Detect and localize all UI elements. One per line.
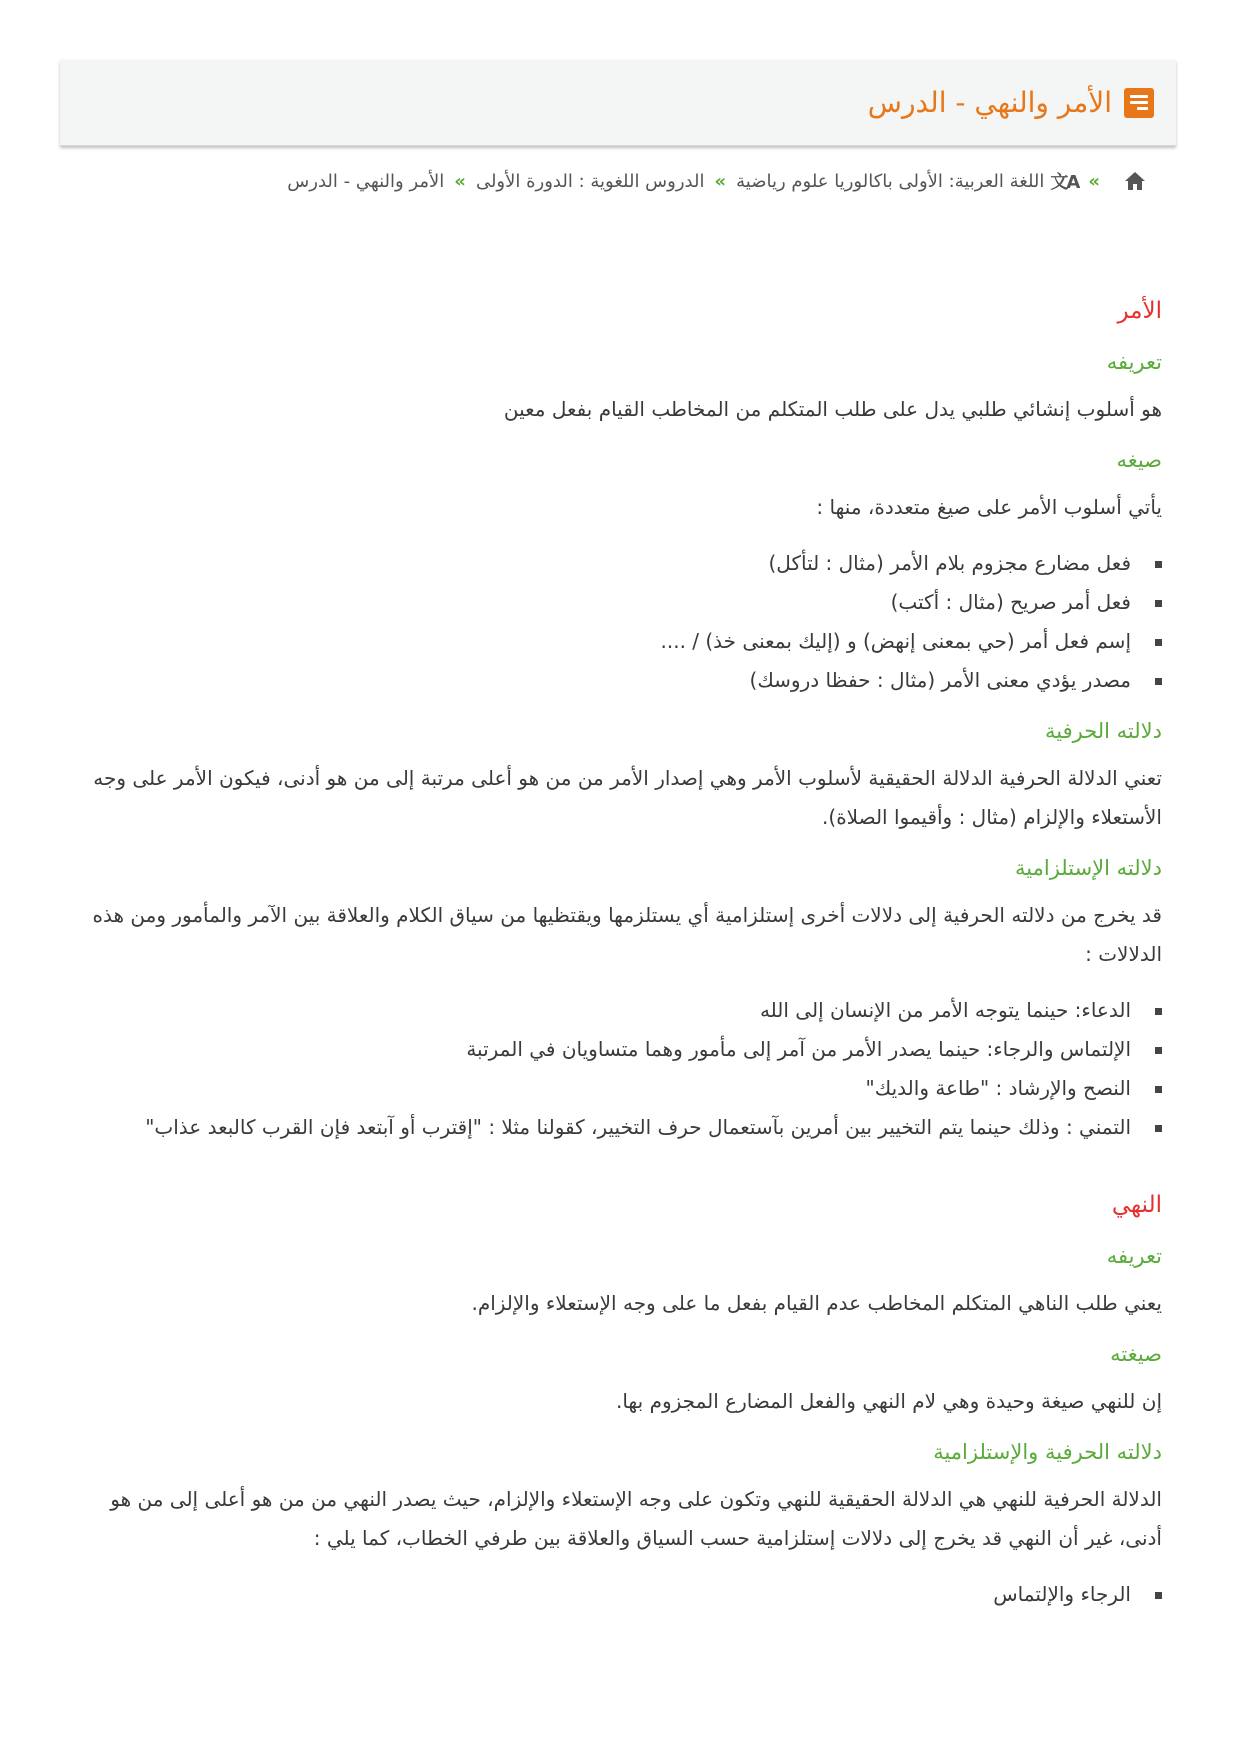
nahy-definition-text: يعني طلب الناهي المتكلم المخاطب عدم القيام بفعل ما على وجه الإستعلاء والإلزام.	[471, 1291, 1162, 1315]
list-item	[77, 991, 1162, 1030]
document-icon	[1124, 88, 1154, 118]
list-item-text: النصح والإرشاد : "طاعة والديك"	[865, 1076, 1131, 1100]
page-header	[60, 60, 1176, 146]
list-item	[77, 544, 1162, 583]
list-item	[77, 583, 1162, 622]
spacer	[77, 1164, 1162, 1190]
bullet-icon	[1155, 1047, 1162, 1054]
list-item	[77, 1108, 1162, 1147]
section-title-amr: الأمر	[1117, 298, 1162, 324]
breadcrumb-separator: »	[714, 170, 727, 192]
list-item	[77, 1575, 1162, 1614]
bullet-icon	[1155, 561, 1162, 568]
breadcrumb-item-current: الأمر والنهي - الدرس	[287, 170, 445, 192]
bullet-icon	[1155, 600, 1162, 607]
nahy-meaning-list	[77, 1575, 1162, 1614]
subtitle-amr-implied: دلالته الإستلزامية	[1015, 856, 1162, 880]
home-icon[interactable]	[1124, 171, 1146, 191]
nahy-meaning-text: الدلالة الحرفية للنهي هي الدلالة الحقيقية للنهي وتكون على وجه الإستعلاء والإلزام، حيث يصدر النهي من من هو أعلى إلى من هو أدنى، غير أن النهي قد يخرج إلى دلالات إستلزامية حسب السياق والعلاقة بين طرفي الخطاب، كما يلي :	[110, 1487, 1162, 1550]
breadcrumb-separator: »	[1088, 170, 1100, 192]
amr-implied-text: قد يخرج من دلالته الحرفية إلى دلالات أخرى إستلزامية أي يستلزمها ويقتظيها من سياق الكلام والعلاقة بين الآمر والمأمور ومن هذه الدلالات :	[92, 903, 1162, 966]
breadcrumb-separator: »	[454, 170, 466, 192]
amr-forms-intro: يأتي أسلوب الأمر على صيغ متعددة، منها :	[816, 495, 1162, 519]
subtitle-amr-literal: دلالته الحرفية	[1044, 719, 1162, 743]
subtitle-amr-definition: تعريفه	[1106, 350, 1162, 374]
amr-literal-text: تعني الدلالة الحرفية الدلالة الحقيقية لأسلوب الأمر وهي إصدار الأمر من من هو أعلى مرتبة إلى من هو أدنى، فيكون الأمر على وجه الأستعلاء والإلزام (مثال : وأقيموا الصلاة).	[93, 766, 1162, 829]
section-title-nahy: النهي	[1111, 1192, 1162, 1218]
bullet-icon	[1155, 1125, 1162, 1132]
list-item-text: الرجاء والإلتماس	[993, 1582, 1131, 1606]
amr-implied-list	[77, 991, 1162, 1147]
list-item-text: فعل أمر صريح (مثال : أكتب)	[890, 590, 1131, 614]
list-item	[77, 622, 1162, 661]
bullet-icon	[1155, 1086, 1162, 1093]
subtitle-nahy-form: صيغته	[1110, 1342, 1162, 1366]
amr-definition-text: هو أسلوب إنشائي طلبي يدل على طلب المتكلم من المخاطب القيام بفعل معين	[503, 397, 1162, 421]
list-item	[77, 1030, 1162, 1069]
breadcrumb	[66, 168, 1146, 194]
bullet-icon	[1155, 678, 1162, 685]
list-item-text: التمني : وذلك حينما يتم التخيير بين أمرين بآستعمال حرف التخيير، كقولنا مثلا : "إقترب أو آبتعد فإن القرب كالبعد عذاب"	[145, 1115, 1131, 1139]
list-item-text: فعل مضارع مجزوم بلام الأمر (مثال : لتأكل)	[768, 551, 1131, 575]
subtitle-amr-forms: صيغه	[1116, 448, 1162, 472]
breadcrumb-item-course[interactable]: اللغة العربية: الأولى باكالوريا علوم رياضية	[736, 170, 1045, 192]
list-item-text: مصدر يؤدي معنى الأمر (مثال : حفظا دروسك)	[749, 668, 1131, 692]
bullet-icon	[1155, 1008, 1162, 1015]
page-title: الأمر والنهي - الدرس	[867, 86, 1112, 119]
amr-forms-list	[77, 544, 1162, 700]
list-item-text: الدعاء: حينما يتوجه الأمر من الإنسان إلى الله	[759, 998, 1131, 1022]
bullet-icon	[1155, 1592, 1162, 1599]
list-item	[77, 1069, 1162, 1108]
list-item	[77, 661, 1162, 700]
translate-icon: 文A	[1050, 172, 1079, 193]
subtitle-nahy-meaning: دلالته الحرفية والإستلزامية	[933, 1440, 1162, 1464]
list-item-text: إسم فعل أمر (حي بمعنى إنهض) و (إليك بمعنى خذ) / ....	[660, 629, 1131, 653]
subtitle-nahy-definition: تعريفه	[1106, 1244, 1162, 1268]
breadcrumb-item-lessons[interactable]: الدروس اللغوية : الدورة الأولى	[475, 170, 705, 192]
nahy-form-text: إن للنهي صيغة وحيدة وهي لام النهي والفعل المضارع المجزوم بها.	[615, 1389, 1162, 1413]
bullet-icon	[1155, 639, 1162, 646]
list-item-text: الإلتماس والرجاء: حينما يصدر الأمر من آمر إلى مأمور وهما متساويان في المرتبة	[466, 1037, 1131, 1061]
lesson-content	[77, 296, 1162, 1631]
